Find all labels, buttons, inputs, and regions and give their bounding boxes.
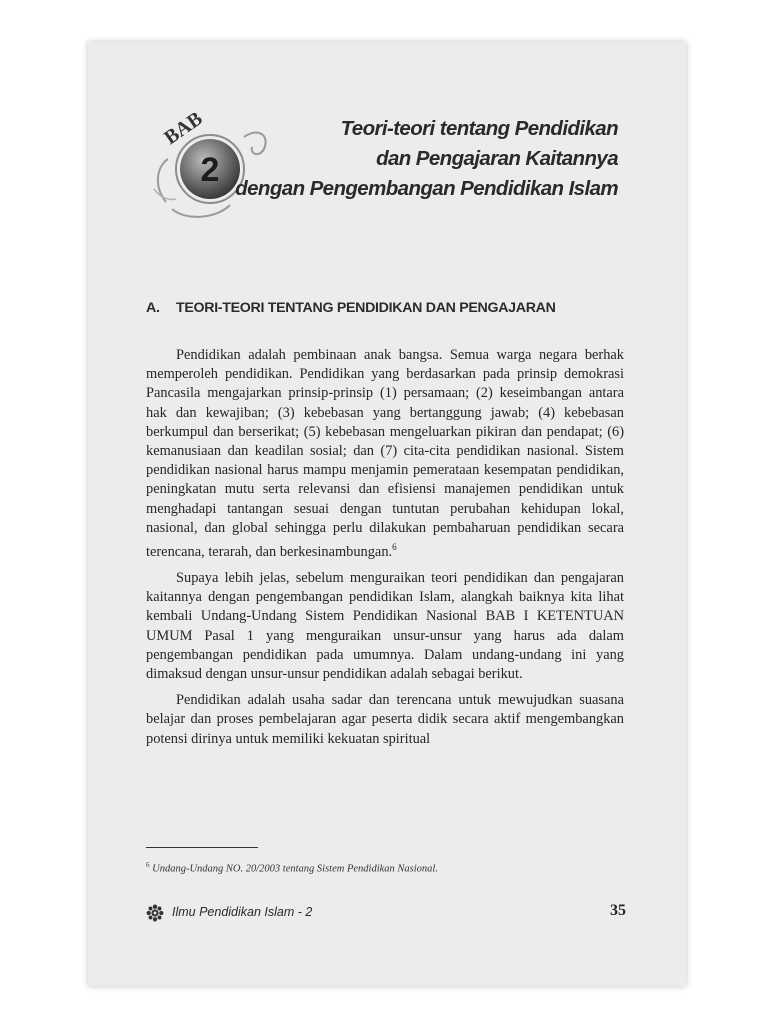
footnote-ref[interactable]: 6	[392, 542, 397, 553]
paragraph: Pendidikan adalah pembinaan anak bangsa. Semua warga negara berhak memperoleh pendidikan. Pendidikan yang berdasarkan pada prinsip demokrasi Pancasila mengajarkan prinsip-prinsip (1) persamaan; (2) keseimbangan antara hak dan kewajiban; (3) kebebasan yang bertanggung jawab; (4) kebebasan berkumpul dan berserikat; (5) kebebasan mengeluarkan pikiran dan pendapat; (6) kemanusiaan dan keadilan sosial; dan (7) cita-cita pendidikan nasional. Sistem pendidikan nasional harus mampu menjamin pemerataan kesempatan pendidikan, peningkatan mutu serta relevansi dan efisiensi manajemen pendidikan untuk menghadapi tantangan sesuai dengan tuntutan perubahan kehidupan lokal, nasional, dan global sehingga perlu dilakukan pembaharuan pendidikan secara terencana, terarah, dan berkesinambungan.$^6$	[146, 347, 624, 560]
footnote-text: Undang-Undang NO. 20/2003 tentang Sistem Pendidikan Nasional.	[152, 863, 438, 875]
chapter-label: BAB	[160, 107, 207, 150]
chapter-title-line: dengan Pengembangan Pendidikan Islam	[235, 177, 618, 200]
section-title: TEORI-TEORI TENTANG PENDIDIKAN DAN PENGAJARAN	[176, 300, 556, 316]
body-text	[146, 346, 624, 756]
chapter-number: 2	[200, 151, 220, 189]
chapter-title-line: dan Pengajaran Kaitannya	[376, 147, 618, 170]
footnote-marker: 6	[146, 861, 150, 869]
footnote	[146, 861, 616, 875]
paragraph: Pendidikan adalah usaha sadar dan terencana untuk mewujudkan suasana belajar dan proses pembelajaran agar peserta didik secara aktif mengembangkan potensi dirinya untuk memiliki kekuatan spiritual	[146, 692, 624, 747]
section-heading	[146, 300, 636, 316]
chapter-emblem-icon	[146, 97, 276, 227]
book-page	[88, 42, 686, 986]
book-title: Ilmu Pendidikan Islam - 2	[172, 905, 313, 919]
paragraph: Supaya lebih jelas, sebelum menguraikan teori pendidikan dan pengajaran kaitannya dengan pengembangan pendidikan Islam, alangkah baiknya kita lihat kembali Undang-Undang Sistem Pendidikan Nasional BAB I KETENTUAN UMUM Pasal 1 yang menguraikan unsur-unsur yang harus ada dalam pengembangan pendidikan pada umumnya. Dalam undang-undang ini yang dimaksud dengan unsur-unsur pendidikan adalah sebagai berikut.	[146, 570, 624, 683]
gear-flower-icon	[146, 904, 164, 922]
footnote-divider	[146, 847, 258, 848]
page-footer	[146, 902, 626, 926]
page-number: 35	[610, 902, 626, 919]
section-number: A.	[146, 300, 160, 316]
chapter-title-line: Teori-teori tentang Pendidikan	[340, 117, 618, 140]
